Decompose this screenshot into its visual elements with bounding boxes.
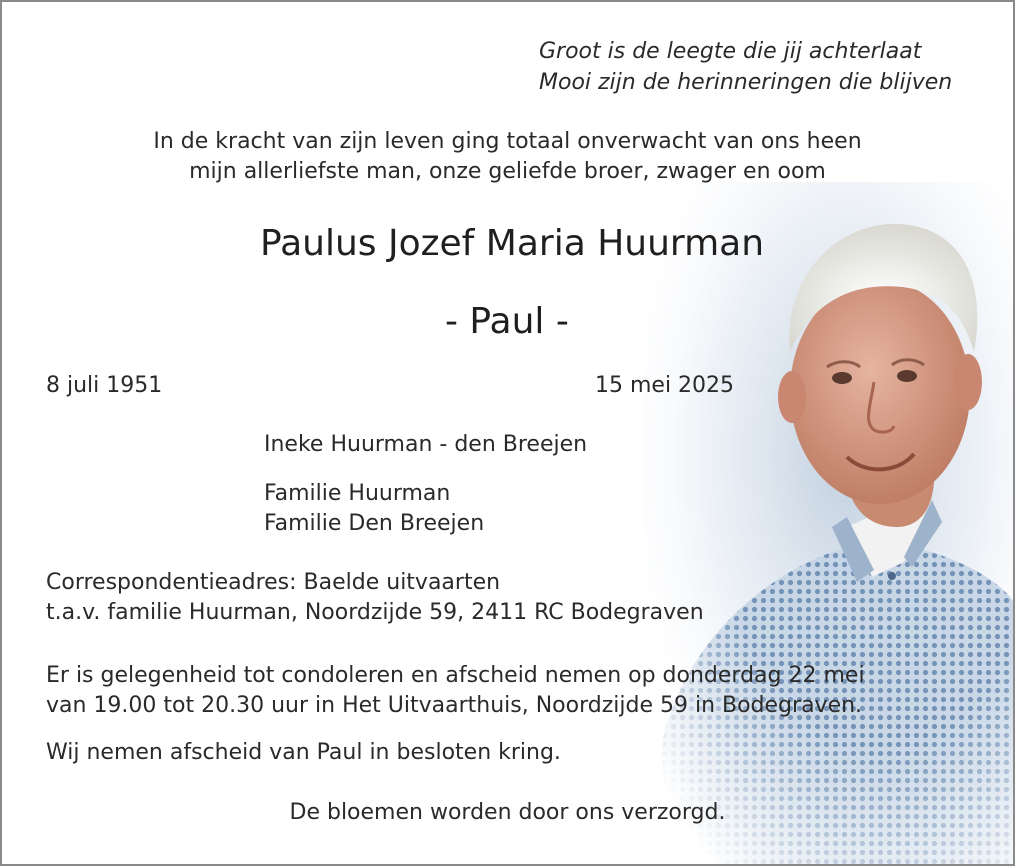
- family-line-1: Familie Huurman: [264, 481, 451, 506]
- quote: [539, 36, 952, 98]
- correspondence-address: [46, 568, 704, 628]
- correspondence-line-2: t.a.v. familie Huurman, Noordzijde 59, 2411 RC Bodegraven: [46, 600, 704, 625]
- portrait-photo: [642, 182, 1014, 864]
- intro-line-1: In de kracht van zijn leven ging totaal onverwacht van ons heen: [153, 129, 862, 154]
- family-line-2: Familie Den Breejen: [264, 511, 485, 536]
- family-list: [264, 479, 484, 539]
- family-spouse: Ineke Huurman - den Breejen: [264, 432, 588, 457]
- deceased-name: Paulus Jozef Maria Huurman: [260, 223, 765, 264]
- quote-line-2: Mooi zijn de herinneringen die blijven: [539, 70, 953, 95]
- flowers-text: De bloemen worden door ons verzorgd.: [289, 800, 726, 825]
- death-date: 15 mei 2025: [595, 373, 735, 398]
- condolence-info: [46, 661, 865, 721]
- condolence-line-2: van 19.00 tot 20.30 uur in Het Uitvaarthuis, Noordzijde 59 in Bodegraven.: [46, 693, 863, 718]
- intro-text: [2, 127, 1013, 187]
- intro-line-2: mijn allerliefste man, onze geliefde broer, zwager en oom: [189, 159, 826, 184]
- deceased-nickname: - Paul -: [445, 301, 569, 342]
- correspondence-line-1: Correspondentieadres: Baelde uitvaarten: [46, 570, 501, 595]
- birth-date: 8 juli 1951: [46, 373, 163, 398]
- farewell-text: Wij nemen afscheid van Paul in besloten kring.: [46, 740, 561, 765]
- quote-line-1: Groot is de leegte die jij achterlaat: [539, 39, 922, 64]
- condolence-line-1: Er is gelegenheid tot condoleren en afscheid nemen op donderdag 22 mei: [46, 663, 865, 688]
